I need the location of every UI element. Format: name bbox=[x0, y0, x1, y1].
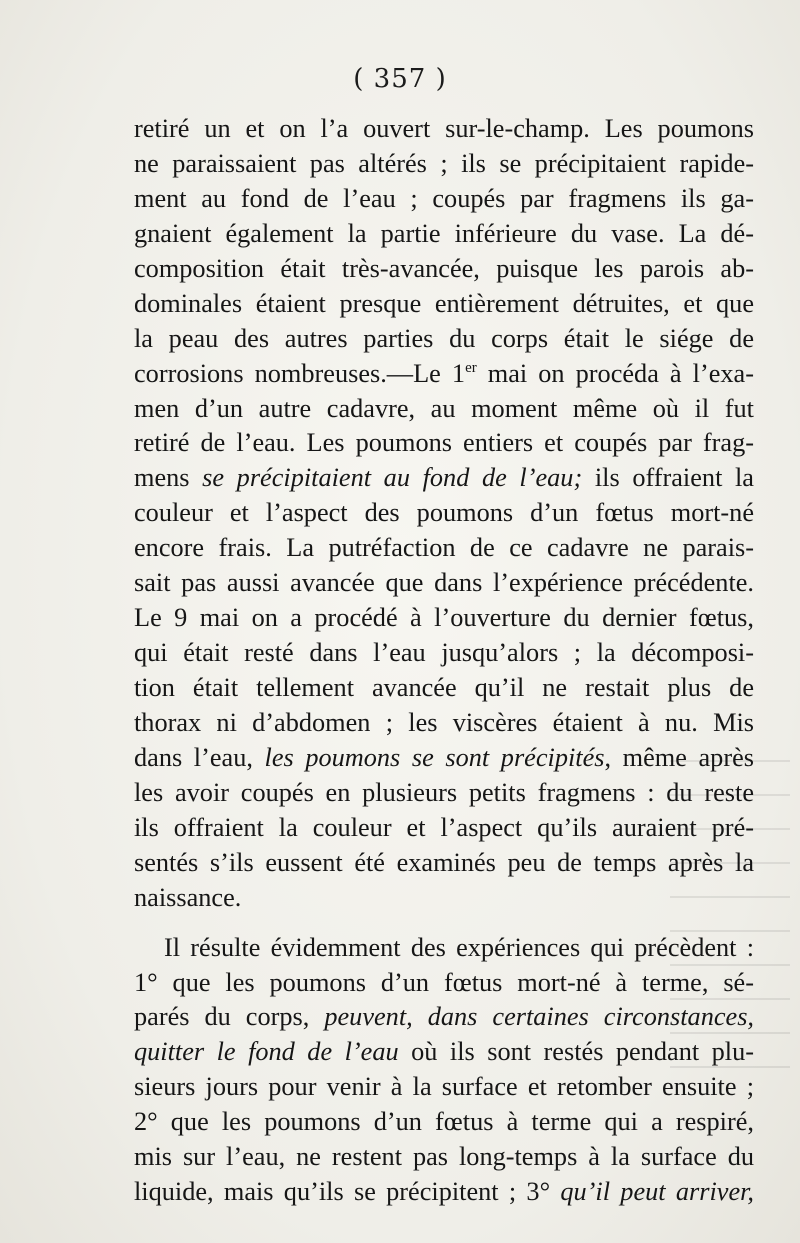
text-segment: naissance. bbox=[134, 882, 242, 912]
text-segment: couleur et l’aspect des poumons d’un fœtus mort-né bbox=[134, 498, 754, 528]
italic-segment: quitter le fond de l’eau bbox=[134, 1037, 399, 1067]
text-segment: dans l’eau, bbox=[134, 742, 265, 772]
text-line bbox=[134, 287, 754, 322]
text-segment: où ils sont restés pendant plu- bbox=[398, 1037, 754, 1067]
text-line bbox=[134, 252, 754, 287]
text-line bbox=[134, 147, 754, 182]
text-segment: mis sur l’eau, ne restent pas long-temps à la surface du bbox=[134, 1142, 754, 1172]
text-line bbox=[134, 671, 754, 706]
text-segment: , même après bbox=[604, 742, 754, 772]
text-segment: ils offraient la bbox=[582, 463, 754, 493]
text-line bbox=[134, 426, 754, 461]
text-segment: qui était resté dans l’eau jusqu’alors ; la décomposi- bbox=[134, 638, 754, 668]
text-line bbox=[134, 531, 754, 566]
text-line bbox=[134, 776, 754, 811]
text-line bbox=[134, 496, 754, 531]
text-line bbox=[134, 846, 754, 881]
text-segment: dominales étaient presque entièrement détruites, et que bbox=[134, 288, 754, 318]
text-line bbox=[134, 1175, 754, 1210]
text-segment: sentés s’ils eussent été examinés peu de temps après la bbox=[134, 847, 754, 877]
text-line bbox=[134, 392, 754, 427]
italic-segment: se précipitaient au fond de l’eau; bbox=[202, 463, 583, 493]
text-segment: men d’un autre cadavre, au moment même où il fut bbox=[134, 393, 754, 423]
text-line bbox=[134, 931, 754, 966]
text-segment: sait pas aussi avancée que dans l’expérience précédente. bbox=[134, 568, 754, 598]
text-line bbox=[134, 566, 754, 601]
text-line bbox=[134, 1035, 754, 1070]
body-text bbox=[134, 112, 754, 1210]
text-segment: Le 9 mai on a procédé à l’ouverture du dernier fœtus, bbox=[134, 603, 754, 633]
page-number: ( 357 ) bbox=[353, 64, 447, 94]
text-segment: 2° que les poumons d’un fœtus à terme qui a respiré, bbox=[134, 1107, 754, 1137]
text-segment: gnaient également la partie inférieure du vase. La dé- bbox=[134, 218, 754, 248]
italic-segment: peuvent, dans certaines circonstances, bbox=[324, 1002, 754, 1032]
text-line bbox=[134, 601, 754, 636]
text-segment: mai on procéda à l’exa- bbox=[476, 358, 754, 388]
text-segment: les avoir coupés en plusieurs petits fragmens : du reste bbox=[134, 777, 754, 807]
text-line bbox=[134, 182, 754, 217]
text-line bbox=[134, 1105, 754, 1140]
text-segment: Il résulte évidemment des expériences qui précèdent : bbox=[164, 932, 754, 962]
text-segment: encore frais. La putréfaction de ce cadavre ne parais- bbox=[134, 533, 754, 563]
text-segment: ils offraient la couleur et l’aspect qu’ils auraient pré- bbox=[134, 812, 754, 842]
text-segment: ne paraissaient pas altérés ; ils se précipitaient rapide- bbox=[134, 148, 754, 178]
text-segment: la peau des autres parties du corps était le siége de bbox=[134, 323, 754, 353]
text-segment: tion était tellement avancée qu’il ne restait plus de bbox=[134, 673, 754, 702]
text-segment: corrosions nombreuses.—Le 1 bbox=[134, 358, 466, 388]
text-line bbox=[134, 706, 754, 741]
text-segment: composition était très-avancée, puisque les parois ab- bbox=[134, 253, 754, 283]
text-segment: retiré un et on l’a ouvert sur-le-champ. Les poumons bbox=[134, 114, 754, 143]
text-segment: sieurs jours pour venir à la surface et retomber ensuite ; bbox=[134, 1072, 754, 1102]
text-line bbox=[134, 881, 754, 916]
text-line bbox=[134, 357, 754, 392]
text-segment: 1° que les poumons d’un fœtus mort-né à terme, sé- bbox=[134, 967, 754, 997]
text-line bbox=[134, 461, 754, 496]
text-line bbox=[134, 1000, 754, 1035]
text-line bbox=[134, 966, 754, 1001]
text-line bbox=[134, 1140, 754, 1175]
text-segment: ment au fond de l’eau ; coupés par fragmens ils ga- bbox=[134, 183, 754, 213]
text-line bbox=[134, 322, 754, 357]
text-segment: liquide, mais qu’ils se précipitent ; 3° bbox=[134, 1177, 561, 1207]
text-segment: parés du corps, bbox=[134, 1002, 325, 1032]
paragraph-gap bbox=[134, 916, 754, 931]
text-line bbox=[134, 1070, 754, 1105]
text-segment: retiré de l’eau. Les poumons entiers et coupés par frag- bbox=[134, 428, 754, 458]
text-segment: thorax ni d’abdomen ; les viscères étaient à nu. Mis bbox=[134, 707, 754, 737]
italic-segment: qu’il peut arriver, bbox=[560, 1177, 755, 1207]
text-line bbox=[134, 636, 754, 671]
text-line bbox=[134, 112, 754, 147]
text-line bbox=[134, 811, 754, 846]
superscript: er bbox=[465, 359, 477, 376]
text-segment: mens bbox=[134, 463, 203, 493]
italic-segment: les poumons se sont précipités bbox=[264, 742, 605, 772]
text-line bbox=[134, 217, 754, 252]
text-line bbox=[134, 741, 754, 776]
